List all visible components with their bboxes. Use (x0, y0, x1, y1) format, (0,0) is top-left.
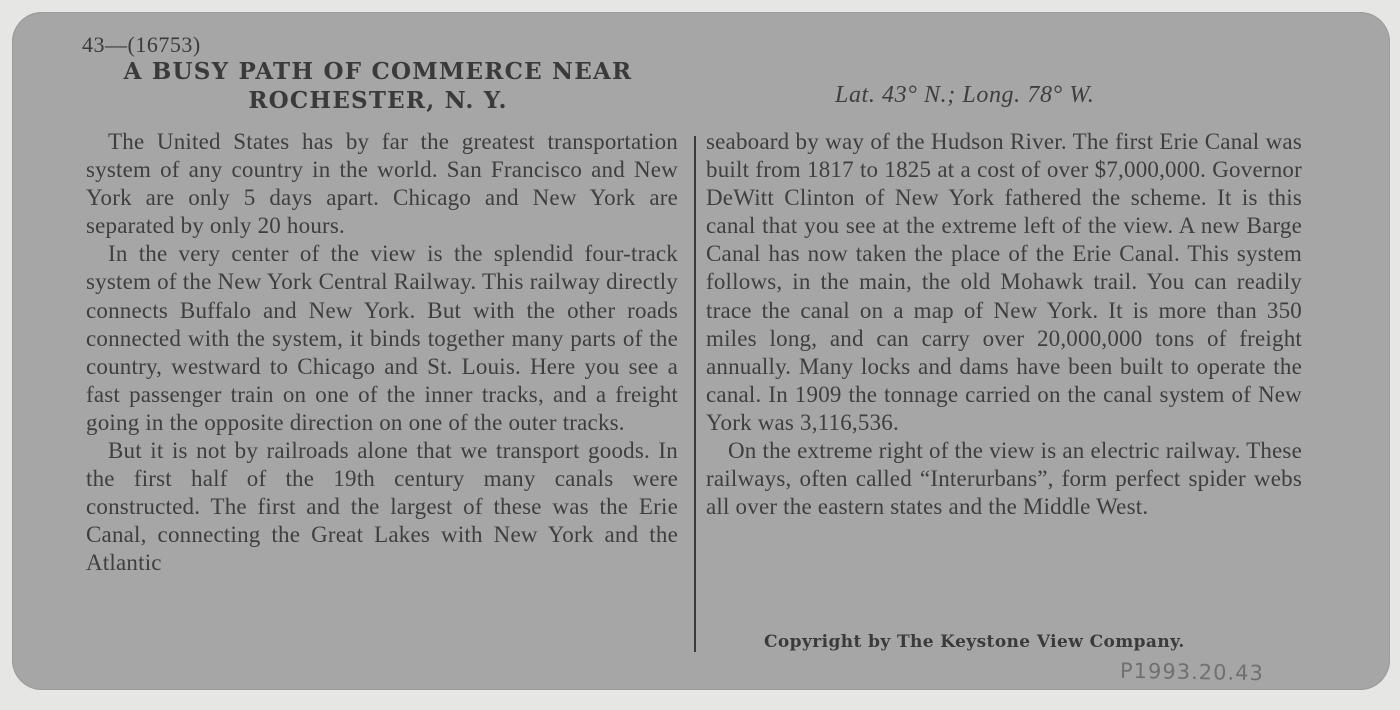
column-divider (694, 136, 696, 652)
accession-number: P1993.20.43 (1119, 658, 1265, 686)
title-line-1: A BUSY PATH OF COMMERCE NEAR (123, 58, 633, 85)
paragraph: The United States has by far the greatest transportation system of any country in the world. San Francisco and New York are only 5 days apart. Chicago and New York are separated by only 20 hours. (86, 129, 678, 239)
card-title (78, 57, 678, 115)
coordinates: Lat. 43° N.; Long. 78° W. (835, 82, 1095, 108)
right-text-column (706, 128, 1302, 521)
paragraph: In the very center of the view is the splendid four-track system of the New York Central Railway. This railway directly connects Buffalo and New York. But with the other roads connected with the system, it binds together many parts of the country, westward to Chicago and St. Louis. Here you see a fast passenger train on one of the inner tracks, and a freight going in the opposite direction on one of the outer tracks. (86, 241, 678, 435)
title-line-2: ROCHESTER, N. Y. (248, 87, 508, 114)
paragraph: seaboard by way of the Hudson River. The first Erie Canal was built from 1817 to 1825 at a cost of over $7,000,000. Governor DeWitt Clinton of New York fathered the scheme. It is this canal that you see at the extreme left of the view. A new Barge Canal has now taken the place of the Erie Canal. This system follows, in the main, the old Mohawk trail. You can readily trace the canal on a map of New York. It is more than 350 miles long, and can carry over 20,000,000 tons of freight annually. Many locks and dams have been built to operate the canal. In 1909 the tonnage carried on the canal system of New York was 3,116,536. (706, 129, 1302, 435)
paragraph: But it is not by railroads alone that we transport goods. In the first half of the 19th century many canals were constructed. The first and the largest of these was the Erie Canal, connecting the Great Lakes with New York and the Atlantic (86, 438, 678, 576)
catalog-number: 43—(16753) (82, 32, 201, 57)
paragraph: On the extreme right of the view is an electric railway. These railways, often called “Interurbans”, form perfect spider webs all over the eastern states and the Middle West. (706, 438, 1302, 520)
left-text-column (86, 128, 678, 578)
copyright-line: Copyright by The Keystone View Company. (764, 632, 1185, 652)
